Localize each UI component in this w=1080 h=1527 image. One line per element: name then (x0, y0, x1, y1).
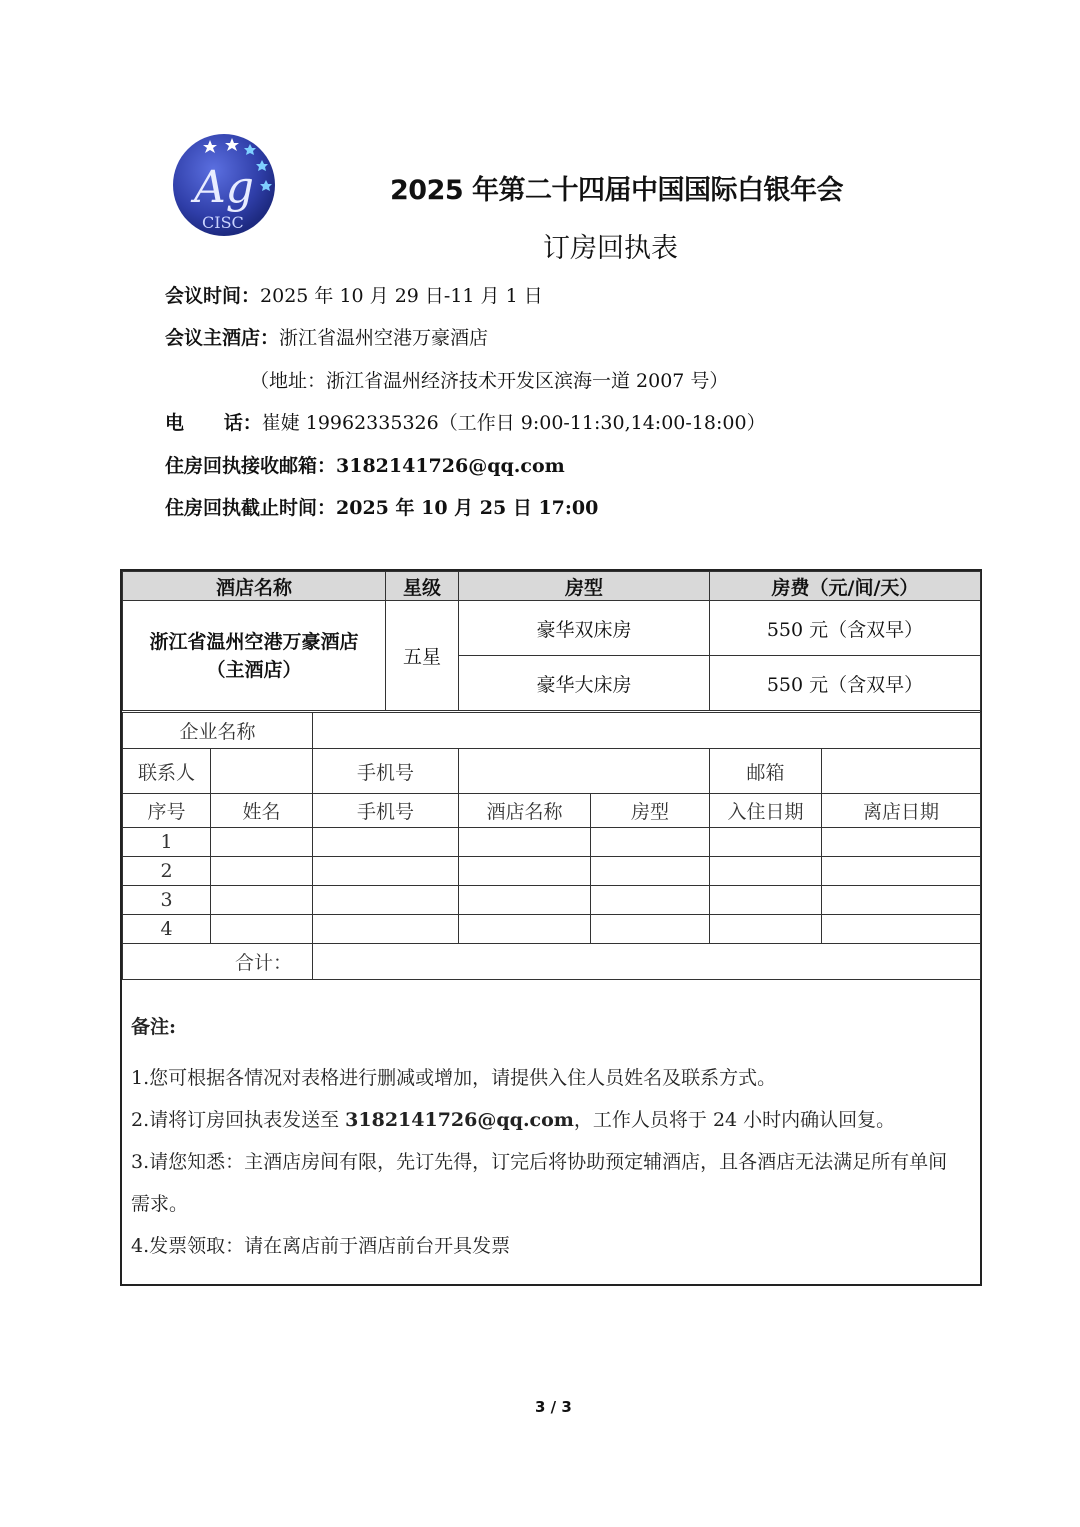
info-address: （地址：浙江省温州经济技术开发区滨海一道 2007 号） (250, 370, 729, 392)
row-index: 3 (123, 886, 211, 915)
col-index: 序号 (123, 794, 211, 828)
note-item: 3.请您知悉：主酒店房间有限，先订先得，订完后将协助预定辅酒店，且各酒店无法满足所有单间需求。 (131, 1151, 948, 1215)
table-row (123, 886, 981, 915)
check-out-input[interactable] (822, 886, 981, 915)
notes-section (131, 1012, 966, 1267)
name-input[interactable] (211, 915, 313, 944)
room-type-cell: 豪华双床房 (459, 601, 710, 656)
total-label: 合计： (123, 944, 313, 980)
email-input[interactable] (822, 749, 981, 794)
check-in-input[interactable] (710, 828, 822, 857)
row-index: 4 (123, 915, 211, 944)
check-out-input[interactable] (822, 857, 981, 886)
col-hotel: 酒店名称 (459, 794, 591, 828)
hotel-input[interactable] (459, 828, 591, 857)
name-input[interactable] (211, 828, 313, 857)
contact-row (123, 749, 981, 794)
room-type-input[interactable] (591, 857, 710, 886)
col-room-type: 房型 (591, 794, 710, 828)
room-price-cell: 550 元（含双早） (710, 656, 981, 711)
contact-label: 联系人 (123, 749, 211, 794)
info-main-hotel: 会议主酒店：浙江省温州空港万豪酒店 (165, 327, 489, 349)
total-row (123, 944, 981, 980)
table-row (123, 857, 981, 886)
room-type-input[interactable] (591, 886, 710, 915)
hotel-input[interactable] (459, 915, 591, 944)
cisc-logo (170, 132, 278, 238)
hotel-table-header (123, 572, 981, 601)
phone-label: 手机号 (313, 749, 459, 794)
check-in-input[interactable] (710, 886, 822, 915)
room-type-input[interactable] (591, 828, 710, 857)
col-name: 姓名 (211, 794, 313, 828)
note-item: 4.发票领取：请在离店前于酒店前台开具发票 (131, 1235, 511, 1257)
hotel-row (123, 601, 981, 656)
phone-input[interactable] (313, 857, 459, 886)
check-in-input[interactable] (710, 915, 822, 944)
phone-input[interactable] (313, 828, 459, 857)
header-hotel-name: 酒店名称 (123, 572, 386, 601)
col-phone: 手机号 (313, 794, 459, 828)
room-type-input[interactable] (591, 915, 710, 944)
header-star: 星级 (386, 572, 459, 601)
star-cell: 五星 (386, 601, 459, 711)
info-phone: 电 话：崔婕 19962335326（工作日 9:00-11:30,14:00-18:00） (165, 412, 766, 434)
header-room-price: 房费（元/间/天） (710, 572, 981, 601)
note-item: 1.您可根据各情况对表格进行删减或增加，请提供入住人员姓名及联系方式。 (131, 1067, 777, 1089)
company-input[interactable] (313, 713, 981, 749)
row-index: 2 (123, 857, 211, 886)
row-index: 1 (123, 828, 211, 857)
contact-input[interactable] (211, 749, 313, 794)
header-room-type: 房型 (459, 572, 710, 601)
page-subtitle: 订房回执表 (543, 233, 678, 264)
note-item: 2.请将订房回执表发送至 3182141726@qq.com，工作人员将于 24 小时内确认回复。 (131, 1109, 896, 1131)
info-meeting-time: 会议时间：2025 年 10 月 29 日-11 月 1 日 (165, 285, 543, 307)
info-email: 住房回执接收邮箱：3182141726@qq.com (165, 455, 565, 477)
phone-input[interactable] (313, 915, 459, 944)
check-out-input[interactable] (822, 915, 981, 944)
total-input[interactable] (313, 944, 981, 980)
col-check-in: 入住日期 (710, 794, 822, 828)
name-input[interactable] (211, 886, 313, 915)
hotel-table (122, 571, 981, 711)
hotel-input[interactable] (459, 857, 591, 886)
page-title: 2025 年第二十四届中国国际白银年会 (390, 175, 844, 206)
check-in-input[interactable] (710, 857, 822, 886)
info-deadline: 住房回执截止时间：2025 年 10 月 25 日 17:00 (165, 497, 599, 519)
hotel-input[interactable] (459, 886, 591, 915)
page-number: 3 / 3 (535, 1398, 572, 1416)
svg-text:CISC: CISC (202, 213, 244, 232)
table-row (123, 915, 981, 944)
phone-input[interactable] (313, 886, 459, 915)
hotel-name-cell: 浙江省温州空港万豪酒店 （主酒店） (123, 601, 386, 711)
columns-header-row (123, 794, 981, 828)
booking-form-table (122, 712, 981, 980)
svg-text:Ag: Ag (194, 162, 254, 213)
email-label: 邮箱 (710, 749, 822, 794)
room-price-cell: 550 元（含双早） (710, 601, 981, 656)
col-check-out: 离店日期 (822, 794, 981, 828)
notes-title: 备注: (131, 1016, 177, 1038)
name-input[interactable] (211, 857, 313, 886)
check-out-input[interactable] (822, 828, 981, 857)
company-row (123, 713, 981, 749)
phone-input[interactable] (459, 749, 710, 794)
company-label: 企业名称 (123, 713, 313, 749)
table-row (123, 828, 981, 857)
room-type-cell: 豪华大床房 (459, 656, 710, 711)
